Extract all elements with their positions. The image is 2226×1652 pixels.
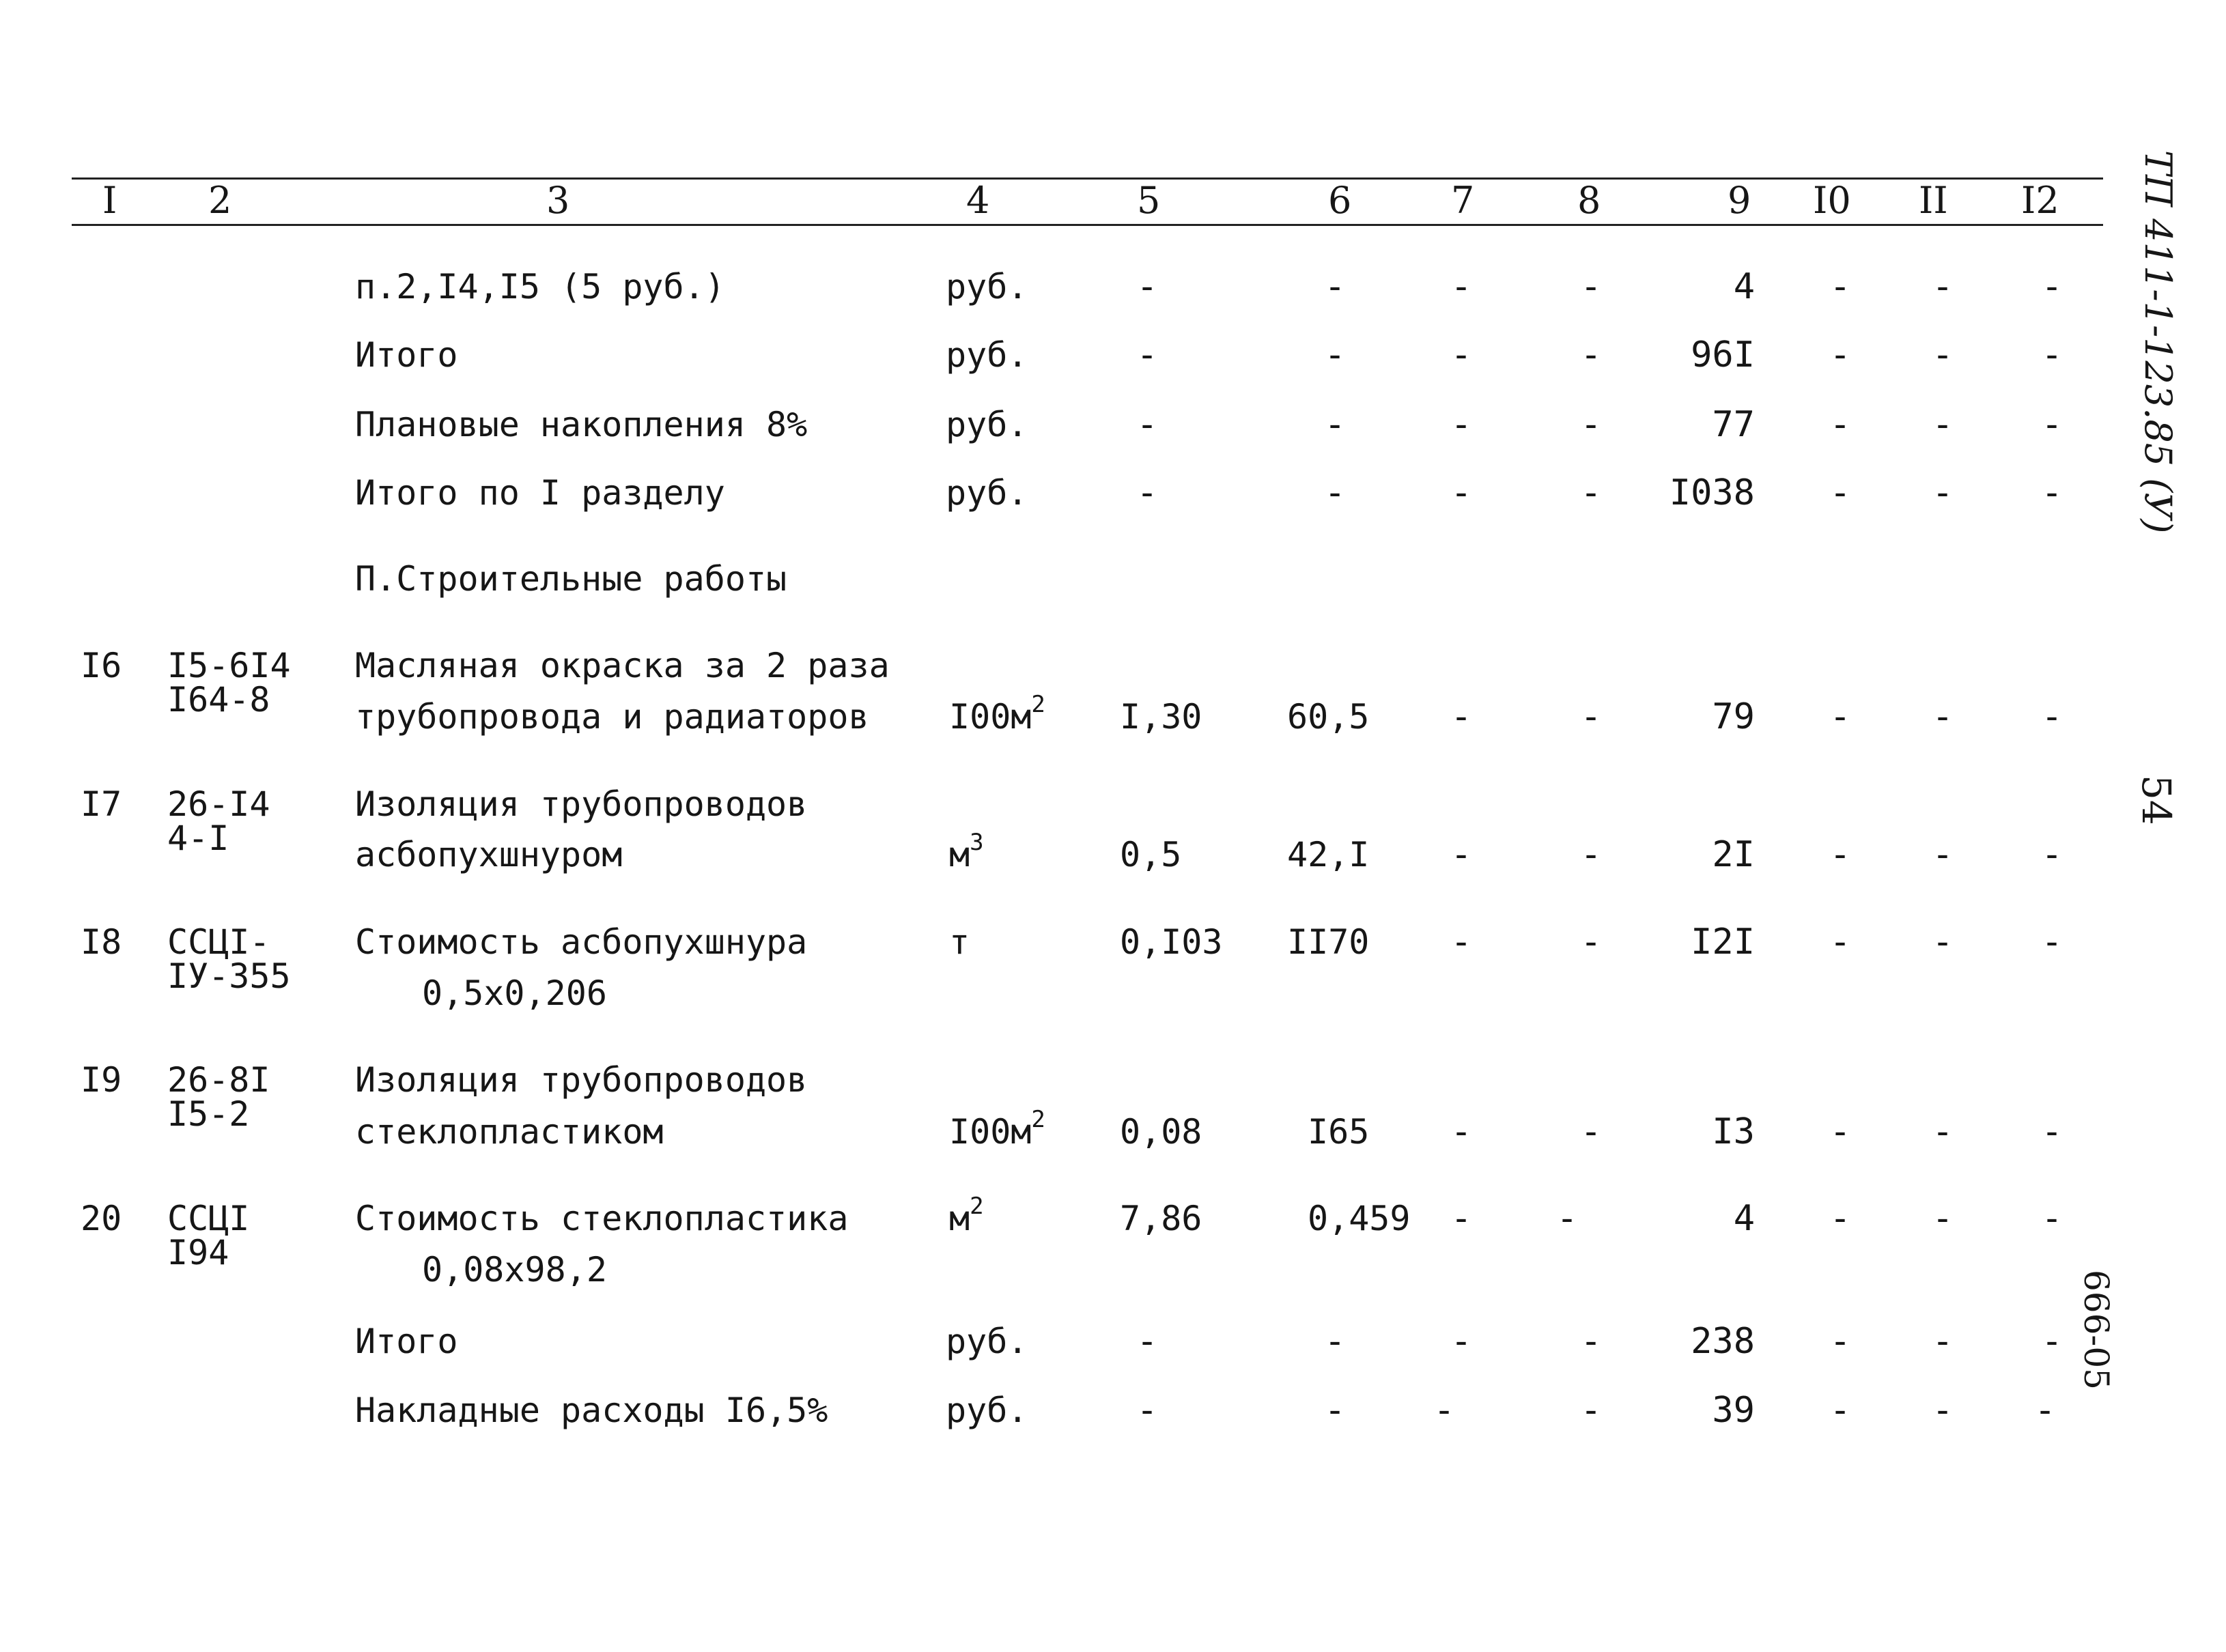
row-col5: -	[1136, 472, 1158, 513]
row-col10: -	[1829, 404, 1851, 445]
item-col11: -	[1932, 1111, 1954, 1152]
item-unit	[949, 829, 984, 875]
row-col6: -	[1324, 1321, 1346, 1362]
row-col11: -	[1932, 334, 1954, 375]
row-col12: -	[2034, 1390, 2056, 1431]
item-col12: -	[2041, 1111, 2063, 1152]
item-unit	[949, 922, 970, 963]
item-description-line2: 0,08х98,2	[422, 1250, 607, 1290]
item-col10: -	[1829, 1198, 1851, 1239]
row-unit: руб.	[946, 267, 1028, 307]
row-col10: -	[1829, 266, 1851, 307]
row-description: Плановые накопления 8%	[355, 405, 808, 444]
row-description: Итого	[355, 1322, 458, 1361]
item-col6: 42,I	[1287, 835, 1370, 874]
header-col-4: 4	[966, 179, 990, 222]
item-description-line2: стеклопластиком	[355, 1112, 664, 1152]
unit-text: м	[949, 835, 970, 874]
row-col9: 4	[1733, 266, 1755, 307]
page-number: 54	[2133, 775, 2180, 825]
item-col11: -	[1932, 922, 1954, 963]
item-col5: 0,08	[1120, 1112, 1202, 1152]
unit-text: м	[949, 1199, 970, 1238]
item-code-line1: 26-8I	[167, 1060, 270, 1100]
item-col10: -	[1829, 1111, 1851, 1152]
row-col12: -	[2041, 1321, 2063, 1362]
row-col7: -	[1450, 1321, 1472, 1362]
row-col9: I038	[1669, 472, 1755, 513]
row-col11: -	[1932, 1321, 1954, 1362]
item-number: I9	[81, 1060, 122, 1100]
margin-document-code: ТП 411-1-123.85 (У)	[2137, 150, 2180, 534]
row-col12: -	[2041, 404, 2063, 445]
row-unit: руб.	[946, 1322, 1028, 1361]
row-col6: -	[1324, 404, 1346, 445]
item-col5: 7,86	[1120, 1199, 1202, 1238]
row-col12: -	[2041, 334, 2063, 375]
item-description-line2: асбопухшнуром	[355, 835, 623, 874]
item-col6: 60,5	[1287, 697, 1370, 737]
header-col-3: 3	[546, 179, 570, 222]
item-col6: 0,459	[1308, 1199, 1411, 1238]
item-code-line1: ССЦI-	[167, 922, 270, 962]
row-col5: -	[1136, 334, 1158, 375]
item-code-line2: I64-8	[167, 680, 270, 720]
item-description-line1: Изоляция трубопроводов	[355, 1060, 808, 1100]
row-col6: -	[1324, 1390, 1346, 1431]
row-col11: -	[1932, 472, 1954, 513]
section-title: П.Строительные работы	[355, 559, 787, 599]
row-col8: -	[1580, 266, 1602, 307]
row-col9: 238	[1691, 1321, 1755, 1362]
item-col11: -	[1932, 834, 1954, 875]
item-code-line1: I5-6I4	[167, 646, 291, 685]
row-description: Итого	[355, 335, 458, 375]
row-col10: -	[1829, 1390, 1851, 1431]
row-unit: руб.	[946, 335, 1028, 375]
item-col9: 2I	[1712, 834, 1755, 875]
row-col12: -	[2041, 266, 2063, 307]
header-col-6: 6	[1328, 179, 1352, 222]
row-col7: -	[1433, 1390, 1455, 1431]
item-col7: -	[1450, 922, 1472, 963]
row-col8: -	[1580, 404, 1602, 445]
item-col9: I2I	[1691, 922, 1755, 963]
item-unit	[949, 691, 1045, 737]
row-col7: -	[1450, 472, 1472, 513]
header-col-2: 2	[208, 179, 232, 222]
row-col5: -	[1136, 1390, 1158, 1431]
row-col11: -	[1932, 266, 1954, 307]
item-col8: -	[1580, 922, 1602, 963]
item-col9: 4	[1733, 1198, 1755, 1239]
item-col9: I3	[1712, 1111, 1755, 1152]
table-top-rule	[72, 177, 2103, 180]
item-description-line1: Изоляция трубопроводов	[355, 784, 808, 824]
row-col6: -	[1324, 266, 1346, 307]
item-description-line2: трубопровода и радиаторов	[355, 697, 869, 737]
item-col10: -	[1829, 922, 1851, 963]
row-col7: -	[1450, 334, 1472, 375]
item-col8: -	[1580, 1111, 1602, 1152]
item-description-line1: Стоимость асбопухшнура	[355, 922, 808, 962]
item-col8: -	[1556, 1198, 1578, 1239]
item-number: I8	[81, 922, 122, 962]
unit-superscript: 2	[970, 1193, 984, 1220]
item-col5: 0,5	[1120, 835, 1182, 874]
item-number: I6	[81, 646, 122, 685]
row-col12: -	[2041, 472, 2063, 513]
item-code-line2: 4-I	[167, 818, 229, 858]
unit-superscript: 2	[1031, 691, 1045, 718]
unit-superscript: 2	[1031, 1106, 1045, 1133]
row-description: Накладные расходы I6,5%	[355, 1391, 828, 1430]
row-description: Итого по I разделу	[355, 473, 725, 513]
item-col12: -	[2041, 922, 2063, 963]
item-unit	[949, 1193, 984, 1239]
item-code-line2: IУ-355	[167, 956, 291, 996]
row-col5: -	[1136, 1321, 1158, 1362]
row-col8: -	[1580, 472, 1602, 513]
item-col9: 79	[1712, 696, 1755, 737]
row-col6: -	[1324, 334, 1346, 375]
header-col-11: II	[1919, 179, 1948, 222]
item-col12: -	[2041, 696, 2063, 737]
row-unit: руб.	[946, 473, 1028, 513]
row-col7: -	[1450, 404, 1472, 445]
item-col7: -	[1450, 834, 1472, 875]
row-col6: -	[1324, 472, 1346, 513]
item-code-line2: I94	[167, 1233, 229, 1272]
item-code-line1: 26-I4	[167, 784, 270, 824]
header-col-10: I0	[1813, 179, 1851, 222]
row-col10: -	[1829, 472, 1851, 513]
item-col11: -	[1932, 696, 1954, 737]
item-col6: I65	[1308, 1112, 1370, 1152]
row-description: п.2,I4,I5 (5 руб.)	[355, 267, 725, 307]
unit-text: I00м	[949, 1112, 1032, 1152]
row-col8: -	[1580, 1321, 1602, 1362]
item-col8: -	[1580, 834, 1602, 875]
unit-superscript: 3	[970, 829, 984, 856]
item-description-line1: Масляная окраска за 2 раза	[355, 646, 890, 685]
table-header-rule	[72, 224, 2103, 226]
header-col-9: 9	[1728, 179, 1751, 222]
stamp-number: 666-05	[2076, 1270, 2116, 1390]
item-col7: -	[1450, 696, 1472, 737]
item-col12: -	[2041, 834, 2063, 875]
row-col9: 39	[1712, 1390, 1755, 1431]
unit-text: т	[949, 922, 970, 962]
item-number: I7	[81, 784, 122, 824]
item-code-line1: ССЦI	[167, 1199, 250, 1238]
item-col8: -	[1580, 696, 1602, 737]
header-col-1: I	[102, 179, 117, 222]
item-col7: -	[1450, 1198, 1472, 1239]
header-col-8: 8	[1577, 179, 1601, 222]
row-unit: руб.	[946, 405, 1028, 444]
item-description-line1: Стоимость стеклопластика	[355, 1199, 849, 1238]
row-col8: -	[1580, 1390, 1602, 1431]
row-col7: -	[1450, 266, 1472, 307]
row-col10: -	[1829, 334, 1851, 375]
header-col-12: I2	[2021, 179, 2059, 222]
header-col-7: 7	[1451, 179, 1475, 222]
row-col11: -	[1932, 1390, 1954, 1431]
item-col7: -	[1450, 1111, 1472, 1152]
row-col9: 77	[1712, 404, 1755, 445]
item-description-line2: 0,5х0,206	[422, 973, 607, 1013]
row-col8: -	[1580, 334, 1602, 375]
item-col6: II70	[1287, 922, 1370, 962]
row-col5: -	[1136, 404, 1158, 445]
item-col10: -	[1829, 696, 1851, 737]
row-col5: -	[1136, 266, 1158, 307]
item-code-line2: I5-2	[167, 1094, 250, 1134]
item-number: 20	[81, 1199, 122, 1238]
unit-text: I00м	[949, 697, 1032, 737]
header-col-5: 5	[1137, 179, 1161, 222]
row-col10: -	[1829, 1321, 1851, 1362]
row-col9: 96I	[1691, 334, 1755, 375]
row-unit: руб.	[946, 1391, 1028, 1430]
item-unit	[949, 1106, 1045, 1152]
row-col11: -	[1932, 404, 1954, 445]
item-col5: I,30	[1120, 697, 1202, 737]
item-col11: -	[1932, 1198, 1954, 1239]
item-col5: 0,I03	[1120, 922, 1223, 962]
item-col10: -	[1829, 834, 1851, 875]
item-col12: -	[2041, 1198, 2063, 1239]
